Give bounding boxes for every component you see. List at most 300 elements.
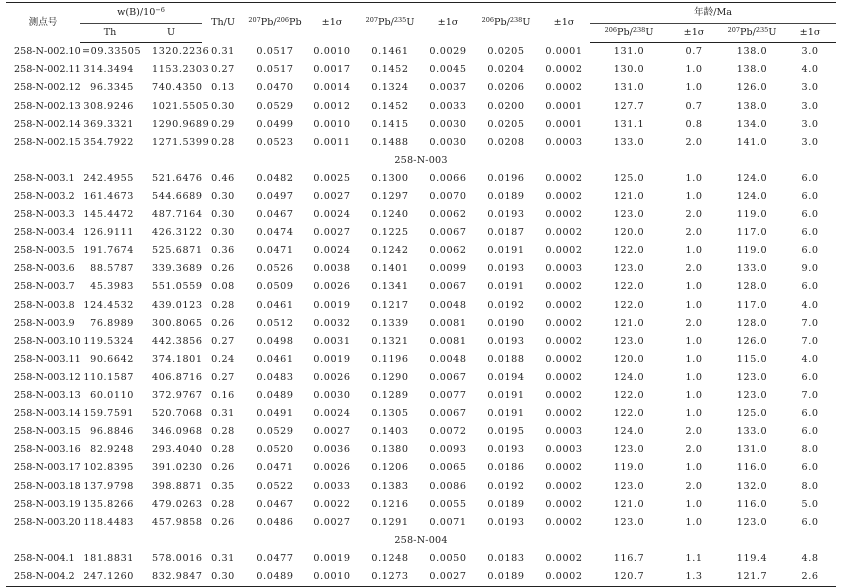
age-pb206-u238: 122.0: [613, 299, 645, 311]
age-pb206-u238-error: 1.0: [685, 281, 703, 293]
th-u-ratio: 0.30: [211, 209, 235, 221]
pb207-u235-ratio: 0.1290: [371, 371, 409, 383]
spot-id: 258-N-002.12: [14, 82, 81, 94]
age-pb207-u235-error: 6.0: [801, 245, 819, 257]
age-pb206-u238-error: 2.0: [685, 136, 703, 148]
u-value: 457.9858: [152, 516, 203, 528]
pb207-pb206-error: 0.0027: [313, 227, 351, 239]
spot-id: 258-N-002.15: [14, 136, 81, 148]
pb206-u238-error: 0.0002: [545, 498, 583, 510]
pb207-u235-ratio: 0.1225: [371, 227, 409, 239]
th-value: =09.33505: [82, 46, 142, 58]
pb207-pb206-ratio: 0.0489: [256, 390, 294, 402]
pb207-pb206-header: $^{207}$Pb/$^{206}$Pb: [244, 3, 306, 43]
spot-id: 258-N-002.14: [14, 118, 81, 130]
th-u-ratio: 0.26: [211, 317, 235, 329]
pb206-u238-ratio: 0.0187: [487, 227, 525, 239]
spot-id: 258-N-003.4: [14, 227, 75, 239]
pb207-u235-error: 0.0067: [429, 371, 467, 383]
pb207-u235-ratio: 0.1305: [371, 408, 409, 420]
age-pb207-u235-error: 3.0: [801, 82, 819, 94]
pb207-u235-error: 0.0027: [422, 568, 474, 587]
age-pb207-u235: 116.0: [736, 498, 768, 510]
th-value: 96.3345: [90, 82, 134, 94]
age-pb206-u238-error: 0.7: [685, 46, 703, 58]
age-pb207-u235: 131.0: [736, 444, 768, 456]
pb206-u238-error: 0.0002: [545, 462, 583, 474]
pb207-u235-error: 0.0062: [429, 245, 467, 257]
group-label-row: [6, 532, 836, 550]
age-pb207-u235: 116.0: [736, 462, 768, 474]
error-header: ±1σ: [306, 3, 358, 43]
table-row: [6, 242, 836, 260]
pb206-u238-error: 0.0002: [545, 516, 583, 528]
age-pb207-u235-error: 9.0: [801, 263, 819, 275]
pb207-u235-error: 0.0071: [429, 516, 467, 528]
pb207-u235-ratio: 0.1291: [371, 516, 409, 528]
table-row: [6, 369, 836, 387]
pb206-u238-error: 0.0002: [545, 299, 583, 311]
u-value: 406.8716: [152, 371, 203, 383]
pb207-u235-ratio: 0.1339: [371, 317, 409, 329]
u-value: 740.4350: [152, 82, 203, 94]
pb206-u238-error: 0.0002: [545, 317, 583, 329]
pb206-u238-ratio: 0.0193: [487, 516, 525, 528]
pb207-pb206-error: 0.0027: [313, 516, 351, 528]
u-value: 520.7068: [152, 408, 203, 420]
pb207-pb206-ratio: 0.0526: [256, 263, 294, 275]
th-u-ratio: 0.28: [211, 444, 235, 456]
th-value: 88.5787: [90, 263, 134, 275]
pb207-pb206-error: 0.0030: [313, 390, 351, 402]
table-row: [6, 314, 836, 332]
u-value: 372.9767: [152, 390, 203, 402]
pb206-u238-error: 0.0002: [545, 209, 583, 221]
pb207-pb206-ratio: 0.0529: [256, 100, 294, 112]
pb207-pb206-ratio: 0.0477: [256, 552, 294, 564]
th-header: Th: [80, 24, 140, 43]
pb207-u235-ratio: 0.1380: [371, 444, 409, 456]
age-pb206-u238: 121.0: [613, 317, 645, 329]
age-pb207-u235-error: 3.0: [801, 100, 819, 112]
pb207-u235-error: 0.0062: [429, 209, 467, 221]
age-pb207-u235-error: 2.6: [784, 568, 836, 587]
th-u-ratio: 0.28: [211, 136, 235, 148]
spot-id: 258-N-003.10: [14, 335, 81, 347]
age-pb207-u235: 119.0: [736, 245, 768, 257]
pb207-pb206-error: 0.0010: [306, 568, 358, 587]
pb207-pb206-error: 0.0011: [313, 136, 351, 148]
pb206-u238-ratio: 0.0195: [487, 426, 525, 438]
u-value: 578.0016: [152, 552, 203, 564]
pb207-u235-error: 0.0077: [429, 390, 467, 402]
pb206-u238-error: 0.0001: [545, 46, 583, 57]
pb206-u238-ratio: 0.0190: [487, 317, 525, 329]
th-value: 247.1260: [80, 568, 140, 587]
table-row: [6, 278, 836, 296]
pb207-pb206-error: 0.0012: [313, 100, 351, 112]
th-u-ratio: 0.27: [211, 64, 235, 76]
pb206-u238-ratio: 0.0205: [487, 46, 525, 57]
pb206-u238-ratio: 0.0189: [487, 498, 525, 510]
pb207-pb206-ratio: 0.0474: [256, 227, 294, 239]
age-pb207-u235: 132.0: [736, 480, 768, 492]
pb207-pb206-error: 0.0017: [313, 64, 351, 76]
table-row: [6, 351, 836, 369]
spot-id: 258-N-003.8: [14, 299, 75, 311]
table-row: [6, 441, 836, 459]
age-pb207-u235: 117.0: [736, 299, 768, 311]
spot-id: 258-N-003.19: [14, 498, 81, 510]
u-value: 374.1801: [152, 353, 203, 365]
pb206-u238-error: 0.0002: [545, 353, 583, 365]
age-pb207-u235-error: 5.0: [801, 498, 819, 510]
pb206-u238-error: 0.0002: [545, 227, 583, 239]
pb207-pb206-ratio: 0.0523: [256, 136, 294, 148]
th-value: 161.4673: [83, 191, 134, 202]
spot-id: 258-N-004.2: [6, 568, 80, 587]
pb206-u238-error: 0.0002: [545, 82, 583, 94]
age-pb207-u235-error: 3.0: [801, 118, 819, 130]
u-value: 551.0559: [152, 281, 203, 293]
age-pb206-u238: 133.0: [613, 136, 645, 148]
th-value: 124.4532: [83, 299, 134, 311]
pb207-pb206-ratio: 0.0482: [256, 172, 294, 184]
pb207-u235-ratio: 0.1403: [371, 426, 409, 438]
th-u-ratio: 0.30: [202, 568, 244, 587]
pb207-pb206-error: 0.0019: [313, 552, 351, 564]
age-pb206-u238: 119.0: [613, 462, 645, 474]
th-u-ratio: 0.13: [211, 82, 235, 94]
age-pb207-u235: 124.0: [736, 172, 768, 184]
age-pb207-u235: 117.0: [736, 227, 768, 239]
age-pb207-u235: 133.0: [736, 426, 768, 438]
spot-id: 258-N-003.15: [14, 426, 81, 438]
th-u-ratio: 0.28: [211, 299, 235, 311]
age-pb207-u235-error: 3.0: [801, 136, 819, 148]
table-row: [6, 568, 836, 587]
th-u-header: Th/U: [202, 3, 244, 43]
u-value: 1290.9689: [152, 118, 210, 130]
pb206-u238-ratio: 0.0189: [474, 568, 538, 587]
age-pb206-u238: 122.0: [613, 408, 645, 420]
pb207-pb206-error: 0.0024: [313, 245, 351, 257]
age-pb206-u238-error: 1.0: [685, 172, 703, 184]
pb206-u238-ratio: 0.0193: [487, 335, 525, 347]
group-label: 258-N-004: [394, 534, 448, 546]
pb207-u235-ratio: 0.1206: [371, 462, 409, 474]
u-value: 832.9847: [140, 568, 202, 587]
th-value: 135.8266: [83, 498, 134, 510]
age-pb207-u235: 138.0: [736, 46, 768, 58]
pb207-u235-ratio: 0.1248: [371, 552, 409, 564]
pb207-u235-error: 0.0099: [429, 263, 467, 275]
group-label-row: [6, 152, 836, 170]
age-pb206-u238: 123.0: [613, 263, 645, 275]
age-pb206-u238-error: 1.1: [685, 552, 703, 564]
th-u-ratio: 0.08: [211, 281, 235, 293]
pb206-u238-ratio: 0.0193: [487, 209, 525, 221]
table-row: [6, 206, 836, 224]
age-pb206-u238: 124.0: [613, 371, 645, 383]
pb207-u235-error: 0.0029: [429, 46, 467, 57]
age-pb206-u238: 131.1: [613, 118, 645, 130]
pb206-u238-ratio: 0.0191: [487, 281, 525, 293]
pb207-u235-ratio: 0.1297: [371, 191, 409, 202]
u-value: 442.3856: [152, 335, 203, 347]
age-pb206-u238-error: 1.0: [685, 353, 703, 365]
pb207-pb206-ratio: 0.0483: [256, 371, 294, 383]
th-value: 369.3321: [83, 118, 134, 130]
pb207-pb206-ratio: 0.0471: [256, 462, 294, 474]
pb207-u235-ratio: 0.1324: [371, 82, 409, 94]
spot-id: 258-N-003.9: [14, 317, 75, 329]
age-pb206-u238: 123.0: [613, 516, 645, 528]
age-pb206-u238: 131.0: [613, 82, 645, 94]
age-pb206-u238-error: 1.0: [685, 82, 703, 94]
spot-id: 258-N-003.11: [14, 353, 81, 365]
age-pb207-u235: 123.0: [736, 390, 768, 402]
pb206-u238-ratio: 0.0191: [487, 245, 525, 257]
table-row: [6, 61, 836, 79]
pb207-pb206-ratio: 0.0529: [256, 426, 294, 438]
pb206-u238-ratio: 0.0186: [487, 462, 525, 474]
th-u-ratio: 0.16: [211, 390, 235, 402]
pb206-u238-ratio: 0.0205: [487, 118, 525, 130]
pb206-u238-error: 0.0002: [545, 371, 583, 383]
pb207-pb206-error: 0.0026: [313, 462, 351, 474]
pb206-u238-ratio: 0.0193: [487, 263, 525, 275]
pb207-u235-ratio: 0.1488: [371, 136, 409, 148]
table-row: [6, 133, 836, 151]
th-value: 60.0110: [90, 390, 134, 402]
pb206-u238-ratio: 0.0191: [487, 408, 525, 420]
age-pb206-u238-error: 1.0: [685, 299, 703, 311]
age-pb206-u238: 121.0: [613, 498, 645, 510]
age-pb207-u235-error: 6.0: [801, 227, 819, 239]
pb206-u238-header: $^{206}$Pb/$^{238}$U: [474, 3, 538, 43]
pb207-pb206-ratio: 0.0497: [256, 191, 294, 202]
pb206-u238-error: 0.0003: [545, 263, 583, 275]
age-pb206-u238: 123.0: [613, 444, 645, 456]
pb207-u235-header: $^{207}$Pb/$^{235}$U: [358, 3, 422, 43]
pb206-u238-ratio: 0.0193: [487, 444, 525, 456]
age-pb206-u238: 130.0: [613, 64, 645, 76]
table-row: [6, 423, 836, 441]
table-row: [6, 43, 836, 62]
pb207-pb206-ratio: 0.0489: [244, 568, 306, 587]
error-header: ±1σ: [422, 3, 474, 43]
error-header: ±1σ: [538, 3, 590, 43]
pb207-u235-error: 0.0072: [429, 426, 467, 438]
age-pb207-u235-error: 8.0: [801, 444, 819, 456]
pb207-u235-ratio: 0.1321: [371, 335, 409, 347]
pb207-u235-error: 0.0070: [429, 191, 467, 202]
th-value: 126.9111: [83, 227, 134, 239]
th-value: 110.1587: [83, 371, 134, 383]
pb206-u238-ratio: 0.0192: [487, 299, 525, 311]
th-u-ratio: 0.29: [211, 118, 235, 130]
age-pb206-u238-error: 1.0: [685, 498, 703, 510]
age-pb207-u235-error: 6.0: [801, 426, 819, 438]
age-pb207-u235-error: 4.0: [801, 299, 819, 311]
pb207-u235-error: 0.0081: [429, 317, 467, 329]
age-pb206-u238-header: $^{206}$Pb/$^{238}$U: [590, 24, 668, 43]
age-pb206-u238: 123.0: [613, 480, 645, 492]
age-pb206-u238-error: 0.7: [685, 100, 703, 112]
u-value: 346.0968: [152, 426, 203, 438]
spot-id: 258-N-003.14: [14, 408, 81, 420]
u-value: 300.8065: [152, 317, 203, 329]
u-value: 439.0123: [152, 299, 203, 311]
pb206-u238-ratio: 0.0208: [487, 136, 525, 148]
th-u-ratio: 0.35: [211, 480, 235, 492]
th-value: 82.9248: [90, 444, 134, 456]
pb207-u235-ratio: 0.1452: [371, 64, 409, 76]
spot-id: 258-N-002.11: [14, 64, 81, 76]
pb207-pb206-ratio: 0.0461: [256, 299, 294, 311]
pb207-u235-ratio: 0.1300: [371, 172, 409, 184]
age-pb206-u238: 124.0: [613, 426, 645, 438]
table-row: [6, 550, 836, 568]
pb207-u235-error: 0.0081: [429, 335, 467, 347]
pb207-u235-ratio: 0.1401: [371, 263, 409, 275]
u-value: 1153.2303: [152, 64, 210, 76]
u-value: 339.3689: [152, 263, 203, 275]
th-u-ratio: 0.26: [211, 462, 235, 474]
age-pb206-u238-error: 2.0: [685, 263, 703, 275]
u-value: 1021.5505: [152, 100, 210, 112]
age-pb207-u235: 128.0: [736, 317, 768, 329]
u-value: 398.8871: [152, 480, 203, 492]
age-pb207-u235: 123.0: [736, 516, 768, 528]
pb207-u235-error: 0.0067: [429, 281, 467, 293]
spot-id: 258-N-002.13: [14, 100, 81, 112]
table-row: [6, 387, 836, 405]
u-header: U: [140, 24, 202, 43]
u-value: 426.3122: [152, 227, 203, 239]
age-pb206-u238-error: 0.8: [685, 118, 703, 130]
pb207-pb206-error: 0.0019: [313, 353, 351, 365]
pb207-pb206-error: 0.0036: [313, 444, 351, 456]
age-pb207-u235: 128.0: [736, 281, 768, 293]
age-pb206-u238: 122.0: [613, 245, 645, 257]
table-row: [6, 260, 836, 278]
pb207-pb206-error: 0.0024: [313, 209, 351, 221]
pb207-u235-ratio: 0.1217: [371, 299, 409, 311]
pb206-u238-error: 0.0003: [545, 444, 583, 456]
pb207-pb206-error: 0.0031: [313, 335, 351, 347]
pb206-u238-ratio: 0.0191: [487, 390, 525, 402]
pb206-u238-ratio: 0.0196: [487, 172, 525, 184]
pb207-pb206-error: 0.0033: [313, 480, 351, 492]
spot-id: 258-N-003.20: [14, 516, 81, 528]
table-row: [6, 477, 836, 495]
age-pb207-u235: 115.0: [736, 353, 768, 365]
spot-id: 258-N-003.6: [14, 263, 75, 275]
th-u-ratio: 0.27: [211, 371, 235, 383]
pb207-pb206-error: 0.0019: [313, 299, 351, 311]
pb206-u238-ratio: 0.0194: [487, 371, 525, 383]
spot-header: 测点号: [6, 3, 80, 43]
age-error-header: ±1σ: [784, 24, 836, 43]
th-value: 145.4472: [83, 209, 134, 221]
age-pb206-u238: 120.0: [613, 353, 645, 365]
age-pb206-u238-error: 1.0: [685, 516, 703, 528]
pb207-pb206-ratio: 0.0467: [256, 209, 294, 221]
age-pb207-u235: 126.0: [736, 82, 768, 94]
pb207-pb206-ratio: 0.0467: [256, 498, 294, 510]
concentration-header: $w(B)/10^{-6}$: [80, 3, 202, 24]
pb206-u238-ratio: 0.0188: [487, 353, 525, 365]
pb207-u235-error: 0.0067: [429, 408, 467, 420]
th-u-ratio: 0.36: [211, 245, 235, 257]
age-pb207-u235: 134.0: [736, 118, 768, 130]
pb207-u235-ratio: 0.1452: [371, 100, 409, 112]
pb206-u238-ratio: 0.0189: [487, 191, 525, 202]
pb206-u238-error: 0.0002: [545, 552, 583, 564]
pb207-pb206-ratio: 0.0470: [256, 82, 294, 94]
age-pb207-u235: 123.0: [736, 371, 768, 383]
u-value: 391.0230: [152, 462, 203, 474]
pb207-pb206-ratio: 0.0461: [256, 353, 294, 365]
pb207-pb206-error: 0.0027: [313, 426, 351, 438]
table-row: [6, 296, 836, 314]
pb207-pb206-ratio: 0.0491: [256, 408, 294, 420]
th-u-ratio: 0.31: [211, 552, 235, 564]
pb207-pb206-ratio: 0.0517: [256, 64, 294, 76]
age-pb206-u238-error: 1.0: [685, 390, 703, 402]
pb206-u238-error: 0.0002: [545, 281, 583, 293]
pb207-u235-error: 0.0086: [429, 480, 467, 492]
age-pb207-u235: 126.0: [736, 335, 768, 347]
pb206-u238-ratio: 0.0206: [487, 82, 525, 94]
pb207-u235-error: 0.0050: [429, 552, 467, 564]
th-value: 354.7922: [83, 136, 134, 148]
th-u-ratio: 0.46: [211, 172, 235, 184]
pb207-u235-error: 0.0048: [429, 353, 467, 365]
th-u-ratio: 0.28: [211, 426, 235, 438]
th-value: 242.4955: [83, 172, 134, 184]
pb206-u238-error: 0.0001: [545, 118, 583, 130]
age-pb207-u235: 121.7: [720, 568, 784, 587]
u-value: 1320.2236: [152, 46, 210, 58]
age-pb206-u238-error: 1.0: [685, 462, 703, 474]
th-u-ratio: 0.28: [211, 498, 235, 510]
age-pb206-u238: 127.7: [613, 100, 645, 112]
age-pb206-u238: 120.0: [613, 227, 645, 239]
pb206-u238-error: 0.0002: [545, 172, 583, 184]
th-u-ratio: 0.26: [211, 263, 235, 275]
pb206-u238-error: 0.0002: [545, 191, 583, 202]
pb206-u238-ratio: 0.0200: [487, 100, 525, 112]
pb207-pb206-error: 0.0032: [313, 317, 351, 329]
age-pb207-u235: 119.0: [736, 209, 768, 221]
pb206-u238-ratio: 0.0183: [487, 552, 525, 564]
pb207-u235-ratio: 0.1216: [371, 498, 409, 510]
u-value: 521.6476: [152, 172, 203, 184]
spot-id: 258-N-003.2: [14, 191, 75, 202]
age-pb207-u235-error: 8.0: [801, 480, 819, 492]
pb206-u238-error: 0.0003: [545, 136, 583, 148]
age-pb207-u235: 141.0: [736, 136, 768, 148]
table-body: [6, 43, 836, 587]
table-row: [6, 188, 836, 206]
pb207-pb206-error: 0.0014: [313, 82, 351, 94]
age-pb206-u238-error: 1.0: [685, 335, 703, 347]
pb206-u238-error: 0.0002: [538, 568, 590, 587]
pb207-pb206-error: 0.0024: [313, 408, 351, 420]
